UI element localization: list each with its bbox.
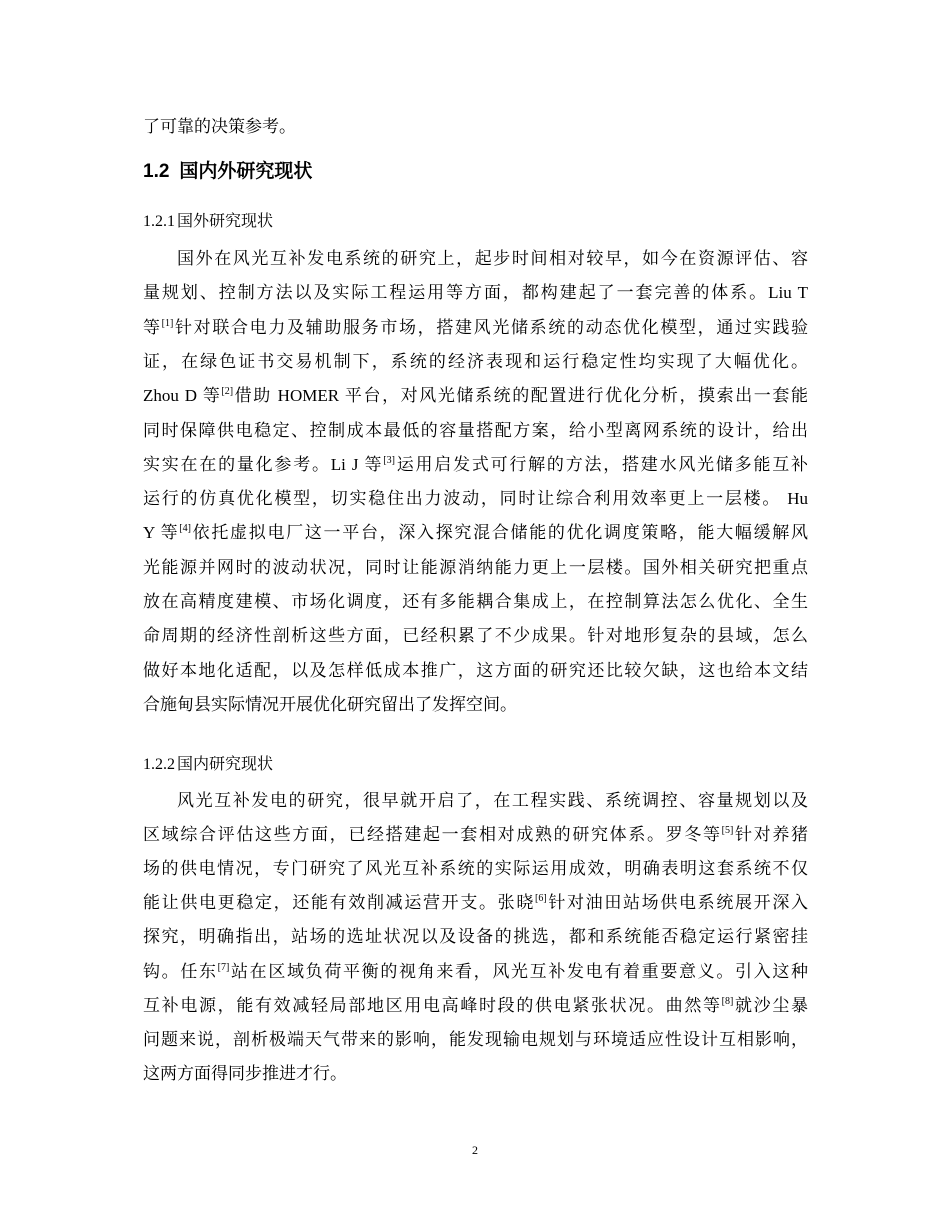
text-run: 等 xyxy=(143,317,162,337)
citation-ref: [6] xyxy=(535,893,547,905)
text-line xyxy=(143,592,808,612)
subsection-heading-domestic xyxy=(143,755,273,775)
text-run: 能让供电更稳定，还能有效削减运营开支。张晓 xyxy=(143,893,535,913)
text-run: 针对油田站场供电系统展开深入 xyxy=(546,893,809,913)
text-line xyxy=(143,927,808,947)
text-run: 这两方面得同步推进才行。 xyxy=(143,1063,347,1083)
text-run: 风光互补发电的研究，很早就开启了，在工程实践、系统调控、容量规划以及 xyxy=(177,791,808,810)
citation-ref: [4] xyxy=(179,523,191,535)
text-line xyxy=(143,859,808,879)
text-line xyxy=(143,695,808,715)
text-line xyxy=(177,249,808,269)
text-run: 光能源并网时的波动状况，同时让能源消纳能力更上一层楼。国外相关研究把重点 xyxy=(143,557,808,577)
subsection-number: 1.2.2 xyxy=(143,756,175,773)
text-line xyxy=(143,489,808,509)
text-run: 运行的仿真优化模型，切实稳住出力波动，同时让综合利用效率更上一层楼。 Hu xyxy=(143,489,808,509)
text-line xyxy=(143,661,808,681)
text-line xyxy=(143,626,808,646)
section-heading xyxy=(143,160,312,184)
citation-ref: [3] xyxy=(383,454,395,466)
text-run: 命周期的经济性剖析这些方面，已经积累了不少成果。针对地形复杂的县域，怎么 xyxy=(143,626,808,646)
text-run: 场的供电情况，专门研究了风光互补系统的实际运用成效，明确表明这套系统不仅 xyxy=(143,859,808,879)
text-run: 针对联合电力及辅助服务市场，搭建风光储系统的动态优化模型，通过实践验 xyxy=(173,317,809,337)
page-number: 2 xyxy=(472,1143,478,1157)
text-line xyxy=(143,386,808,406)
text-run: 借助 HOMER 平台，对风光储系统的配置进行优化分析，摸索出一套能 xyxy=(233,386,808,406)
text-line xyxy=(143,283,808,303)
text-run: 就沙尘暴 xyxy=(733,995,809,1015)
subsection-title: 国外研究现状 xyxy=(177,213,274,230)
subsection-number: 1.2.1 xyxy=(143,213,175,230)
text-run: 放在高精度建模、市场化调度，还有多能耦合集成上，在控制算法怎么优化、全生 xyxy=(143,592,808,611)
text-line xyxy=(143,1064,808,1084)
text-run: 运用启发式可行解的方法，搭建水风光储多能互补 xyxy=(394,454,808,474)
text-line xyxy=(143,352,808,372)
citation-ref: [7] xyxy=(217,961,230,973)
text-run: 钩。任东 xyxy=(143,961,218,981)
text-line xyxy=(143,523,808,543)
text-run: 互补电源，能有效减轻局部地区用电高峰时段的供电紧张状况。曲然等 xyxy=(143,995,722,1015)
text-line xyxy=(143,318,808,338)
text-run: 问题来说，剖析极端天气带来的影响，能发现输电规划与环境适应性设计互相影响， xyxy=(143,1029,808,1049)
text-line xyxy=(143,996,808,1016)
text-run: 合施甸县实际情况开展优化研究留出了发挥空间。 xyxy=(143,694,517,714)
citation-ref: [1] xyxy=(161,317,174,329)
text-run: Y 等 xyxy=(143,523,180,543)
text-line xyxy=(143,962,808,982)
text-run: 针对养猪 xyxy=(733,825,809,845)
text-run: Zhou D 等 xyxy=(143,386,222,406)
text-run: 做好本地化适配，以及怎样低成本推广，这方面的研究还比较欠缺，这也给本文结 xyxy=(143,660,808,680)
text-run: 同时保障供电稳定、控制成本最低的容量搭配方案，给小型离网系统的设计，给出 xyxy=(143,420,808,440)
text-run: 探究，明确指出，站场的选址状况以及设备的挑选，都和系统能否稳定运行紧密挂 xyxy=(143,927,808,947)
text-line xyxy=(143,455,808,475)
text-run: 实实在在的量化参考。Li J 等 xyxy=(143,454,384,474)
citation-ref: [2] xyxy=(221,386,234,398)
text-run: 依托虚拟电厂这一平台，深入探究混合储能的优化调度策略，能大幅缓解风 xyxy=(190,523,808,543)
citation-ref: [5] xyxy=(721,825,734,837)
text-line xyxy=(143,421,808,441)
section-title: 国内外研究现状 xyxy=(179,161,313,182)
text-line xyxy=(143,1030,808,1050)
text-line xyxy=(143,558,808,578)
intro-tail-text: 了可靠的决策参考。 xyxy=(143,117,296,136)
text-run: 证，在绿色证书交易机制下，系统的经济表现和运行稳定性均实现了大幅优化。 xyxy=(143,351,808,371)
text-run: 国外在风光互补发电系统的研究上，起步时间相对较早，如今在资源评估、容 xyxy=(177,249,808,268)
subsection-title: 国内研究现状 xyxy=(177,756,274,773)
subsection-heading-foreign xyxy=(143,212,273,232)
text-run: 站在区域负荷平衡的视角来看，风光互补发电有着重要意义。引入这种 xyxy=(229,961,809,981)
text-line xyxy=(177,791,808,811)
citation-ref: [8] xyxy=(721,995,734,1007)
text-run: 量规划、控制方法以及实际工程运用等方面，都构建起了一套完善的体系。Liu T xyxy=(143,283,808,303)
text-run: 区域综合评估这些方面，已经搭建起一套相对成熟的研究体系。罗冬等 xyxy=(143,825,722,845)
text-line xyxy=(143,825,808,845)
text-line xyxy=(143,893,808,913)
section-number: 1.2 xyxy=(143,161,170,182)
